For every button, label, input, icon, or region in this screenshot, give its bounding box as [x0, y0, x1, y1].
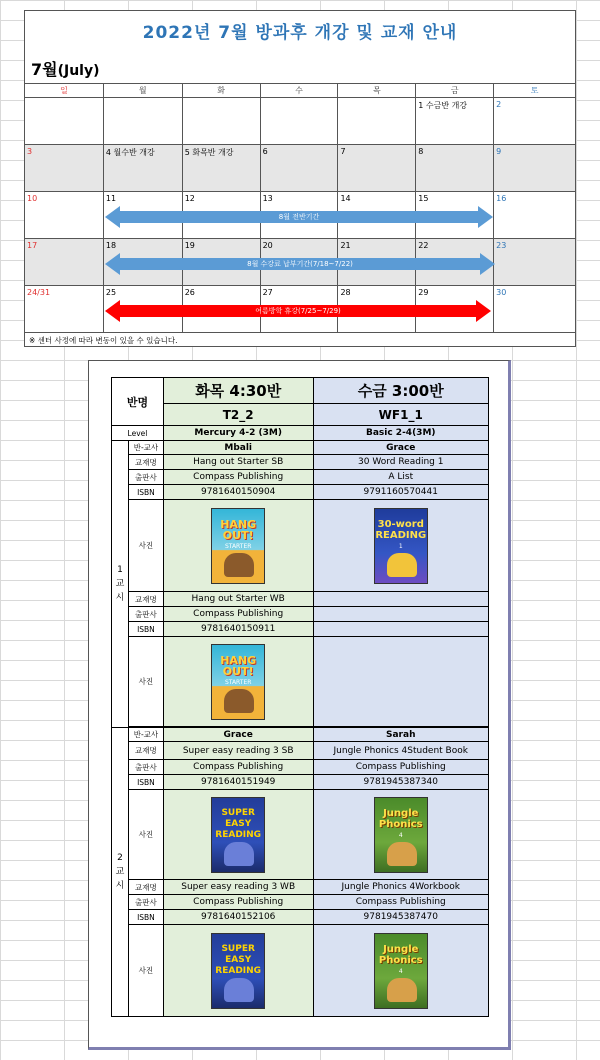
day-cell: 3 [25, 145, 104, 191]
dow-wed: 수 [261, 84, 339, 97]
cover-sub: STARTER [224, 678, 252, 686]
day-cell [104, 98, 183, 144]
day-cell: 2 [494, 98, 575, 144]
teacher-label: 반-교사 [128, 441, 163, 455]
day-cell: 20 [261, 239, 339, 285]
cover-sub: 1 [398, 542, 403, 550]
day-cell: 5 화목반 개강 [183, 145, 261, 191]
p1-book1-isbn-2: 9791160570441 [313, 485, 489, 500]
day-cell: 9 [494, 145, 575, 191]
day-cell: 10 [25, 192, 104, 238]
cover-sub: 4 [398, 967, 403, 975]
day-cell: 16 [494, 192, 575, 238]
calendar-title: 2022년 7월 방과후 개강 및 교재 안내 [142, 23, 458, 43]
col1-code: T2_2 [163, 404, 313, 426]
class-name-label: 반명 [112, 378, 164, 426]
col2-time: 수금 3:00반 [313, 378, 489, 404]
book-label: 교재명 [128, 742, 163, 760]
p2-book1-pub-2: Compass Publishing [313, 760, 489, 775]
p1-teacher-2: Grace [313, 441, 489, 455]
publisher-label: 출판사 [128, 895, 163, 910]
p2-book2-name-1: Super easy reading 3 WB [163, 880, 313, 895]
photo-label: 사진 [128, 790, 163, 880]
isbn-label: ISBN [128, 622, 163, 637]
day-cell: 11 [104, 192, 183, 238]
p1-book1-pub-2: A List [313, 470, 489, 485]
dow-tue: 화 [183, 84, 261, 97]
p2-book2-pub-2: Compass Publishing [313, 895, 489, 910]
calendar-month [25, 57, 575, 83]
textbook-panel [88, 360, 511, 1050]
cover-figure [387, 842, 417, 866]
photo-label: 사진 [128, 500, 163, 592]
p2-book2-isbn-1: 9781640152106 [163, 910, 313, 925]
cover-figure [224, 689, 254, 713]
day-cell: 4 월수반 개강 [104, 145, 183, 191]
p1-book1-isbn-1: 9781640150904 [163, 485, 313, 500]
arrow-label: 여름방학 휴강(7/25~7/29) [255, 307, 341, 315]
p2-book1-photo-1 [163, 790, 313, 880]
dow-fri: 금 [416, 84, 494, 97]
week-4 [25, 239, 575, 286]
day-cell: 30 [494, 286, 575, 332]
p2-book1-isbn-2: 9781945387340 [313, 775, 489, 790]
vacation-arrow [105, 300, 491, 322]
cover-figure [387, 978, 417, 1002]
day-cell: 23 [494, 239, 575, 285]
col1-level: Mercury 4-2 (3M) [163, 426, 313, 441]
col2-code: WF1_1 [313, 404, 489, 426]
col1-time: 화목 4:30반 [163, 378, 313, 404]
p2-book2-isbn-2: 9781945387470 [313, 910, 489, 925]
day-cell: 29 [416, 286, 494, 332]
publisher-label: 출판사 [128, 607, 163, 622]
cover-title: Jungle Phonics [378, 807, 423, 830]
arrow-left-icon [105, 206, 120, 228]
p2-book1-isbn-1: 9781640151949 [163, 775, 313, 790]
dow-thu: 목 [338, 84, 416, 97]
p2-book2-photo-2 [313, 925, 489, 1017]
isbn-label: ISBN [128, 910, 163, 925]
arrow-label: 8월 수강료 납부기간(7/18~7/22) [247, 260, 353, 268]
day-cell: 17 [25, 239, 104, 285]
period-arrow [105, 253, 495, 275]
p2-teacher-1: Grace [163, 728, 313, 742]
week-3 [25, 192, 575, 239]
day-cell: 27 [261, 286, 339, 332]
isbn-label: ISBN [128, 775, 163, 790]
arrow-label: 8월 전반기간 [278, 213, 320, 221]
p2-book2-name-2: Jungle Phonics 4Workbook [313, 880, 489, 895]
cover-title: HANG OUT! [220, 653, 257, 678]
p2-book2-photo-1 [163, 925, 313, 1017]
p2-book1-pub-1: Compass Publishing [163, 760, 313, 775]
teacher-label: 반-교사 [128, 728, 163, 742]
day-cell: 22 [416, 239, 494, 285]
p1-teacher-1: Mbali [163, 441, 313, 455]
cover-sub: 4 [398, 831, 403, 839]
day-cell: 21 [338, 239, 416, 285]
p1-book2-photo-2 [313, 637, 489, 727]
cover-sub: STARTER [224, 542, 252, 550]
publisher-label: 출판사 [128, 760, 163, 775]
cover-figure [224, 553, 254, 577]
dow-sun: 일 [25, 84, 104, 97]
arrow-right-icon [480, 253, 495, 275]
calendar-grid [25, 83, 575, 333]
arrow-right-icon [478, 206, 493, 228]
p1-book2-pub-1: Compass Publishing [163, 607, 313, 622]
week-1 [25, 98, 575, 145]
hang-out-cover [211, 508, 265, 584]
day-cell: 6 [261, 145, 339, 191]
jungle-phonics-wb-cover [374, 933, 428, 1009]
p2-book1-name-1: Super easy reading 3 SB [163, 742, 313, 760]
dow-sat: 토 [530, 86, 539, 95]
calendar [24, 10, 576, 347]
dow-mon: 월 [104, 84, 183, 97]
p1-book2-pub-2 [313, 607, 489, 622]
super-easy-reading-wb-cover [211, 933, 265, 1009]
super-easy-reading-cover [211, 797, 265, 873]
p1-book2-photo-1 [163, 637, 313, 727]
day-cell: 15 [416, 192, 494, 238]
arrow-right-icon [476, 300, 491, 322]
p1-book1-name-2: 30 Word Reading 1 [313, 455, 489, 470]
book-label: 교재명 [128, 592, 163, 607]
cover-title: HANG OUT! [220, 517, 257, 542]
publisher-label: 출판사 [128, 470, 163, 485]
day-cell: 12 [183, 192, 261, 238]
calendar-note: ※ 센터 사정에 따라 변동이 있을 수 있습니다. [29, 336, 178, 345]
p1-book2-isbn-2 [313, 622, 489, 637]
period-1-label: 1 교 시 [112, 441, 129, 728]
cover-title: Jungle Phonics [378, 943, 423, 966]
p1-book2-name-1: Hang out Starter WB [163, 592, 313, 607]
arrow-left-icon [105, 253, 120, 275]
cover-figure [387, 553, 417, 577]
col2-level: Basic 2-4(3M) [313, 426, 489, 441]
day-cell [183, 98, 261, 144]
hang-out-wb-cover [211, 644, 265, 720]
weekday-header [25, 84, 575, 98]
p2-book1-name-2: Jungle Phonics 4Student Book [313, 742, 489, 760]
level-label: Level [112, 426, 164, 441]
week-5 [25, 286, 575, 333]
p1-book2-isbn-1: 9781640150911 [163, 622, 313, 637]
photo-label: 사진 [128, 925, 163, 1017]
day-cell: 13 [261, 192, 339, 238]
isbn-label: ISBN [128, 485, 163, 500]
p1-book2-name-2 [313, 592, 489, 607]
cover-title: SUPER EASY READING [215, 943, 262, 976]
word-reading-cover [374, 508, 428, 584]
day-cell [261, 98, 339, 144]
day-cell: 25 [104, 286, 183, 332]
period-arrow [105, 206, 493, 228]
jungle-phonics-cover [374, 797, 428, 873]
cover-title: 30-word READING [375, 518, 427, 541]
p2-teacher-2: Sarah [313, 728, 489, 742]
day-cell: 1 수금반 개강 [416, 98, 494, 144]
day-cell: 7 [338, 145, 416, 191]
month-ko: 7월 [31, 60, 58, 79]
textbook-table [111, 377, 489, 1017]
p1-book1-pub-1: Compass Publishing [163, 470, 313, 485]
cover-title: SUPER EASY READING [215, 807, 262, 840]
arrow-left-icon [105, 300, 120, 322]
day-cell: 19 [183, 239, 261, 285]
week-2 [25, 145, 575, 192]
book-label: 교재명 [128, 455, 163, 470]
day-cell: 14 [338, 192, 416, 238]
p2-book1-photo-2 [313, 790, 489, 880]
cover-figure [224, 842, 254, 866]
p1-book1-name-1: Hang out Starter SB [163, 455, 313, 470]
p2-book2-pub-1: Compass Publishing [163, 895, 313, 910]
day-cell: 24/31 [25, 286, 104, 332]
day-cell [338, 98, 416, 144]
day-cell: 28 [338, 286, 416, 332]
p1-book1-photo-1 [163, 500, 313, 592]
day-cell: 26 [183, 286, 261, 332]
day-cell: 18 [104, 239, 183, 285]
day-cell [25, 98, 104, 144]
book-label: 교재명 [128, 880, 163, 895]
month-en: (July) [57, 63, 100, 79]
photo-label: 사진 [128, 637, 163, 727]
day-cell: 8 [416, 145, 494, 191]
cover-figure [224, 978, 254, 1002]
p1-book1-photo-2 [313, 500, 489, 592]
period-2-label: 2 교 시 [112, 728, 129, 1017]
